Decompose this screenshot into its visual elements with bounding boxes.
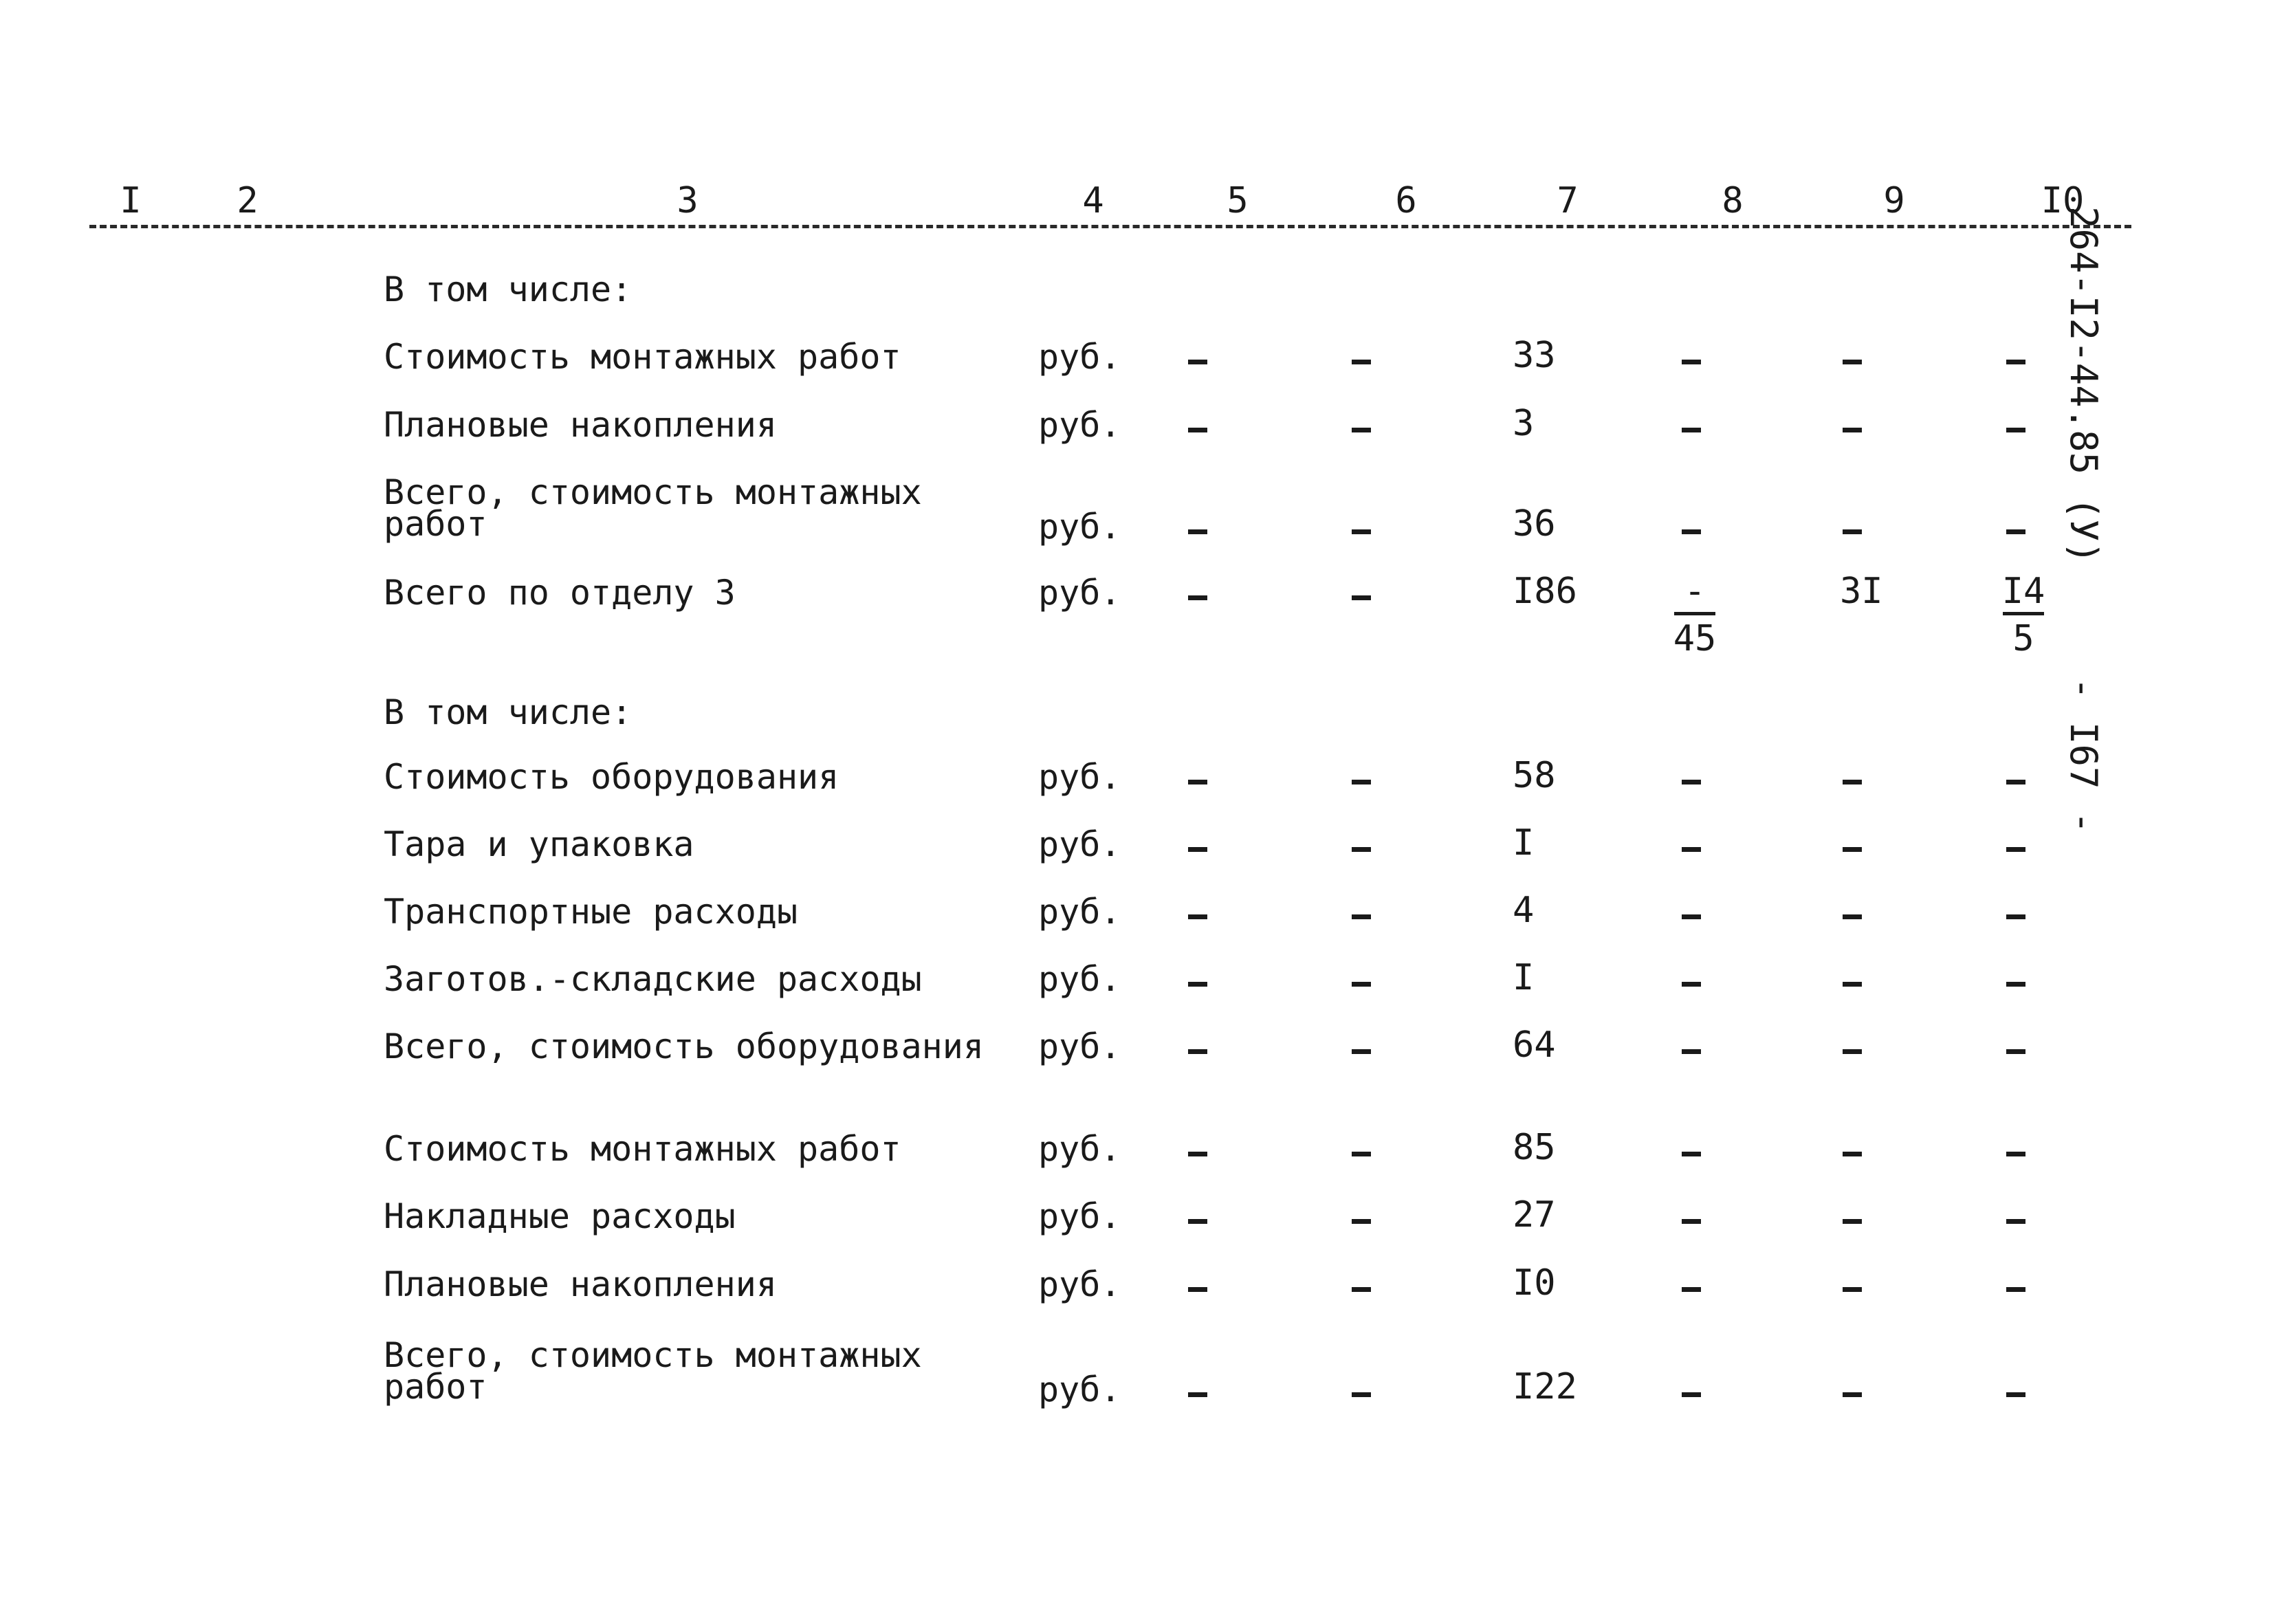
dash-col8 <box>1682 428 1701 432</box>
row-unit: руб. <box>1038 1264 1121 1304</box>
dash-col9 <box>1843 360 1862 364</box>
row-unit: руб. <box>1038 959 1121 999</box>
row-label: Стоимость монтажных работ <box>384 1129 901 1169</box>
dash-col5 <box>1188 1287 1207 1292</box>
dash-col10 <box>2006 428 2025 432</box>
dash-col6 <box>1352 428 1371 432</box>
fraction-col10 <box>1992 572 2054 658</box>
dash-col8 <box>1682 1219 1701 1224</box>
value-col7: 36 <box>1513 503 1556 545</box>
row-label: Плановые накопления <box>384 1264 777 1304</box>
table-row <box>0 472 2273 547</box>
dash-col9 <box>1843 780 1862 784</box>
dash-col5 <box>1188 595 1207 600</box>
column-header-row <box>89 180 2131 228</box>
column-header-2: 2 <box>237 180 259 221</box>
dash-col10 <box>2006 780 2025 784</box>
dash-col5 <box>1188 1049 1207 1054</box>
dash-col8 <box>1682 360 1701 364</box>
dash-col5 <box>1188 982 1207 987</box>
row-unit: руб. <box>1038 1196 1121 1236</box>
dash-col6 <box>1352 1049 1371 1054</box>
row-unit: руб. <box>1038 337 1121 377</box>
value-col7: 27 <box>1513 1194 1556 1236</box>
dash-col6 <box>1352 1392 1371 1397</box>
value-col9: 3I <box>1840 571 1883 612</box>
dash-col8 <box>1682 982 1701 987</box>
row-label: В том числе: <box>384 270 633 309</box>
row-label: Заготов.-складские расходы <box>384 959 922 999</box>
fraction-col8-numerator: - <box>1684 571 1706 612</box>
dash-col8 <box>1682 914 1701 919</box>
row-label-continued: работ <box>384 1367 487 1407</box>
table-row <box>0 403 2273 445</box>
dash-col6 <box>1352 1219 1371 1224</box>
row-unit: руб. <box>1038 892 1121 932</box>
column-header-4: 4 <box>1082 180 1104 221</box>
dash-col10 <box>2006 982 2025 987</box>
dash-col6 <box>1352 595 1371 600</box>
column-header-3: 3 <box>677 180 699 221</box>
column-header-9: 9 <box>1883 180 1905 221</box>
row-label-continued: работ <box>384 504 487 544</box>
value-col7: I <box>1513 957 1535 998</box>
value-col7: I0 <box>1513 1262 1556 1304</box>
dash-col10 <box>2006 847 2025 852</box>
dash-col9 <box>1843 1392 1862 1397</box>
fraction-col10-denominator: 5 <box>2012 618 2034 659</box>
fraction-bar <box>1674 612 1715 615</box>
row-label: Всего, стоимость монтажных <box>384 1335 922 1375</box>
row-unit: руб. <box>1038 1129 1121 1169</box>
dash-col6 <box>1352 780 1371 784</box>
row-label: Всего, стоимость оборудования <box>384 1027 984 1066</box>
row-unit: руб. <box>1038 1370 1121 1409</box>
dash-col8 <box>1682 1392 1701 1397</box>
dash-col5 <box>1188 1152 1207 1156</box>
column-header-7: 7 <box>1557 180 1579 221</box>
value-col7: I <box>1513 822 1535 864</box>
dash-col9 <box>1843 982 1862 987</box>
dash-col10 <box>2006 914 2025 919</box>
column-header-10: I0 <box>2041 180 2085 221</box>
dash-col8 <box>1682 529 1701 534</box>
row-unit: руб. <box>1038 824 1121 864</box>
row-unit: руб. <box>1038 1027 1121 1066</box>
table-row <box>0 1127 2273 1169</box>
table-row <box>0 1262 2273 1304</box>
dash-col9 <box>1843 1219 1862 1224</box>
dash-col6 <box>1352 847 1371 852</box>
fraction-col8-denominator: 45 <box>1673 618 1717 659</box>
value-col7: 85 <box>1513 1127 1556 1168</box>
fraction-col8 <box>1664 572 1726 658</box>
document-code: 264-I2-44.85 (У) <box>2062 206 2105 564</box>
dash-col8 <box>1682 1152 1701 1156</box>
dash-col6 <box>1352 982 1371 987</box>
dash-col10 <box>2006 529 2025 534</box>
fraction-col10-numerator: I4 <box>2001 571 2045 612</box>
page-number: - I67 - <box>2062 677 2105 834</box>
dash-col10 <box>2006 1049 2025 1054</box>
dash-col8 <box>1682 847 1701 852</box>
row-label: В том числе: <box>384 692 633 732</box>
dash-col6 <box>1352 914 1371 919</box>
table-row <box>0 1194 2273 1236</box>
dash-col9 <box>1843 914 1862 919</box>
value-col7: 4 <box>1513 890 1535 931</box>
value-col7: 3 <box>1513 403 1535 444</box>
row-unit: руб. <box>1038 573 1121 613</box>
dash-col9 <box>1843 1287 1862 1292</box>
row-unit: руб. <box>1038 405 1121 445</box>
dash-col5 <box>1188 360 1207 364</box>
dash-col6 <box>1352 360 1371 364</box>
row-label: Стоимость монтажных работ <box>384 337 901 377</box>
row-label: Плановые накопления <box>384 405 777 445</box>
fraction-bar <box>2003 612 2044 615</box>
dash-col6 <box>1352 529 1371 534</box>
row-label: Тара и упаковка <box>384 824 694 864</box>
row-label: Всего, стоимость монтажных <box>384 472 922 512</box>
row-label: Всего по отделу 3 <box>384 573 736 613</box>
dash-col8 <box>1682 1049 1701 1054</box>
row-unit: руб. <box>1038 507 1121 547</box>
column-header-8: 8 <box>1722 180 1744 221</box>
dash-col10 <box>2006 1392 2025 1397</box>
value-col7: 58 <box>1513 755 1556 796</box>
table-row <box>0 822 2273 864</box>
dash-col8 <box>1682 1287 1701 1292</box>
row-unit: руб. <box>1038 757 1121 797</box>
dash-col9 <box>1843 1049 1862 1054</box>
dash-col10 <box>2006 360 2025 364</box>
column-header-1: I <box>120 180 142 221</box>
dash-col5 <box>1188 1219 1207 1224</box>
dash-col5 <box>1188 1392 1207 1397</box>
dash-col9 <box>1843 428 1862 432</box>
dash-col5 <box>1188 529 1207 534</box>
table-row <box>0 692 2273 732</box>
value-col7: 64 <box>1513 1024 1556 1066</box>
header-divider <box>89 225 2131 228</box>
row-label: Стоимость оборудования <box>384 757 839 797</box>
table-row <box>0 957 2273 999</box>
dash-col6 <box>1352 1152 1371 1156</box>
table-row <box>0 335 2273 377</box>
column-header-5: 5 <box>1227 180 1249 221</box>
table-row <box>0 755 2273 797</box>
dash-col9 <box>1843 529 1862 534</box>
column-header-6: 6 <box>1395 180 1417 221</box>
dash-col5 <box>1188 428 1207 432</box>
value-col7: 33 <box>1513 335 1556 376</box>
dash-col10 <box>2006 1152 2025 1156</box>
dash-col10 <box>2006 1287 2025 1292</box>
row-label: Транспортные расходы <box>384 892 798 932</box>
table-row <box>0 1335 2273 1409</box>
dash-col9 <box>1843 1152 1862 1156</box>
dash-col9 <box>1843 847 1862 852</box>
dash-col10 <box>2006 1219 2025 1224</box>
dash-col6 <box>1352 1287 1371 1292</box>
row-label: Накладные расходы <box>384 1196 736 1236</box>
value-col7: I22 <box>1513 1366 1577 1407</box>
dash-col5 <box>1188 914 1207 919</box>
value-col7: I86 <box>1513 571 1577 612</box>
dash-col5 <box>1188 847 1207 852</box>
table-row <box>0 890 2273 932</box>
dash-col8 <box>1682 780 1701 784</box>
dash-col5 <box>1188 780 1207 784</box>
